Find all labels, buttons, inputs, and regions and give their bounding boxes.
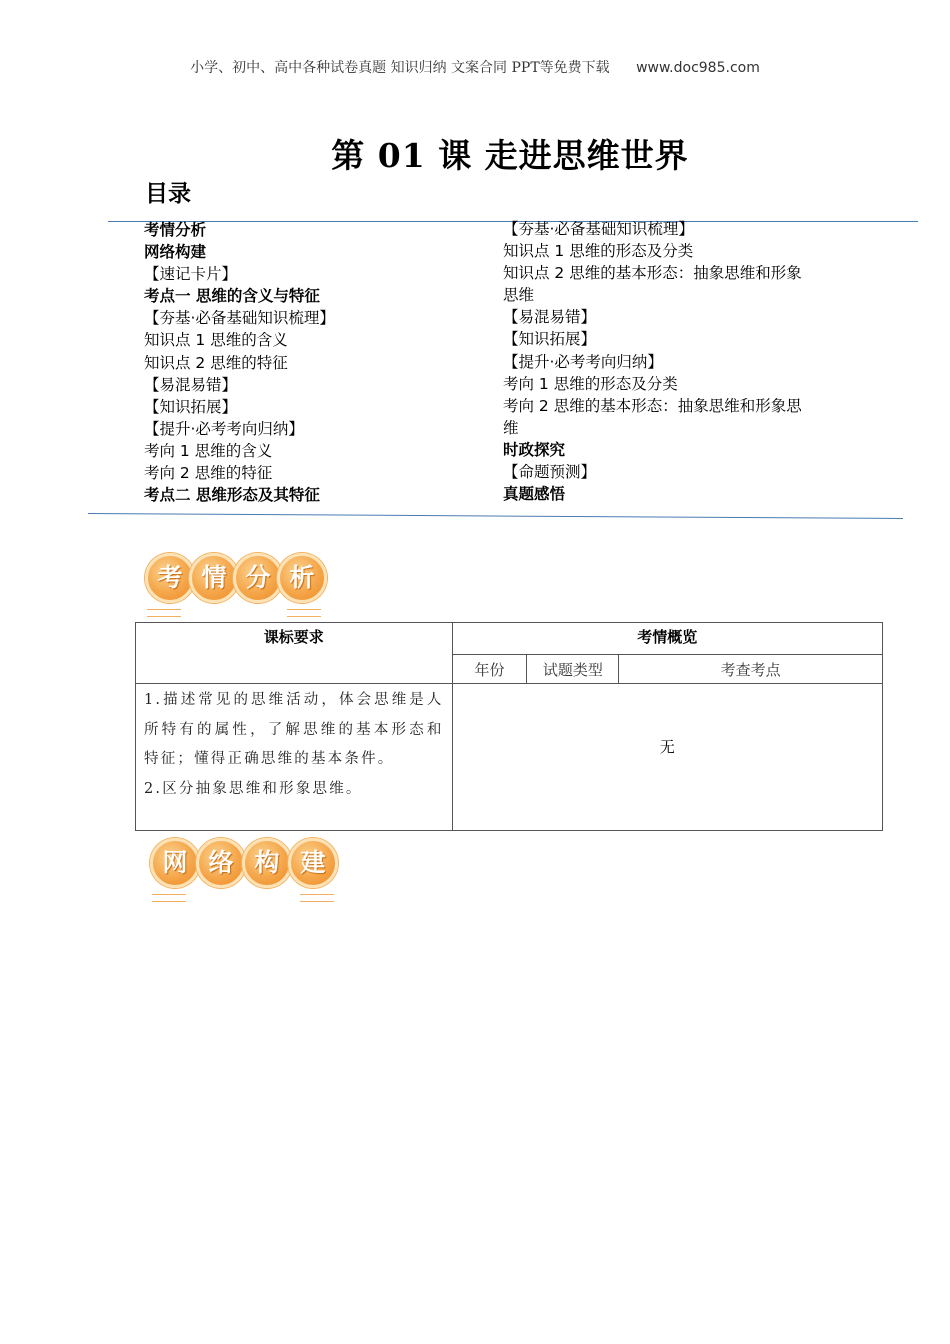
subheader-year: 年份 (452, 655, 527, 684)
toc-entry[interactable]: 考向 2 思维的基本形态：抽象思维和形象思维 (503, 396, 802, 437)
toc-entry[interactable]: 考点一 思维的含义与特征 (144, 287, 320, 306)
toc-heading: 目录 (145, 181, 191, 207)
exam-overview-table (135, 622, 883, 831)
toc-entry[interactable]: 【命题预测】 (503, 463, 597, 482)
header-overview: 考情概览 (452, 623, 882, 655)
toc-entry[interactable]: 【提升·必考考向归纳】 (503, 352, 663, 371)
subheader-question-type: 试题类型 (527, 655, 619, 684)
toc-entry[interactable]: 【夯基·必备基础知识梳理】 (144, 309, 335, 328)
badge-decoration (287, 609, 321, 617)
subheader-exam-point: 考查考点 (619, 655, 883, 684)
toc-entry[interactable]: 知识点 1 思维的含义 (144, 331, 288, 350)
badge-char: 考 (145, 553, 195, 603)
toc-entry[interactable]: 知识点 2 思维的特征 (144, 353, 288, 372)
badge-char: 络 (196, 838, 246, 888)
badge-char: 情 (189, 553, 239, 603)
page-header (0, 57, 950, 77)
toc-entry[interactable]: 考情分析 (144, 221, 207, 239)
toc-entry[interactable]: 考向 2 思维的特征 (144, 464, 273, 483)
badge-char: 分 (233, 553, 283, 603)
badge-char: 构 (242, 838, 292, 888)
toc-entry[interactable]: 知识点 2 思维的基本形态：抽象思维和形象思维 (503, 264, 802, 305)
overview-cell (452, 684, 882, 831)
page-title: 第 01 课 走进思维世界 (331, 136, 689, 175)
toc-entry[interactable]: 【夯基·必备基础知识梳理】 (503, 220, 694, 238)
toc-bottom-divider (88, 513, 903, 519)
badge-char: 网 (150, 838, 200, 888)
toc-entry[interactable]: 考点二 思维形态及其特征 (144, 486, 320, 505)
toc-left-column (144, 219, 335, 506)
toc-entry[interactable]: 网络构建 (144, 243, 207, 262)
requirement-item: 2.区分抽象思维和形象思维。 (144, 780, 363, 797)
header-text: 小学、初中、高中各种试卷真题 知识归纳 文案合同 PPT等免费下载 (190, 60, 610, 76)
header-url[interactable]: www.doc985.com (636, 60, 760, 76)
badge-char: 建 (288, 838, 338, 888)
toc-right-column (503, 218, 813, 505)
toc-entry[interactable]: 【知识拓展】 (503, 330, 597, 349)
requirement-item: 1.描述常见的思维活动，体会思维是人所特有的属性，了解思维的基本形态和特征；懂得正确思维的基本条件。 (144, 692, 444, 767)
toc-entry[interactable]: 【速记卡片】 (144, 265, 238, 284)
badge-decoration (300, 894, 334, 902)
overview-value: 无 (659, 737, 675, 756)
toc-entry[interactable]: 【易混易错】 (503, 308, 597, 327)
badge-decoration (152, 894, 186, 902)
toc-entry[interactable]: 【易混易错】 (144, 375, 238, 394)
toc-entry[interactable]: 【知识拓展】 (144, 397, 238, 416)
toc-entry[interactable]: 知识点 1 思维的形态及分类 (503, 242, 694, 261)
toc-entry[interactable]: 真题感悟 (503, 485, 566, 504)
badge-decoration (147, 609, 181, 617)
toc-entry[interactable]: 【提升·必考考向归纳】 (144, 419, 304, 438)
header-requirement: 课标要求 (136, 623, 453, 684)
toc-entry[interactable]: 考向 1 思维的含义 (144, 441, 273, 460)
section-badge-analysis (145, 553, 330, 623)
toc-entry[interactable]: 考向 1 思维的形态及分类 (503, 374, 678, 393)
badge-char: 析 (277, 553, 327, 603)
toc-entry[interactable]: 时政探究 (503, 440, 566, 459)
section-badge-network (150, 838, 345, 908)
requirement-cell (136, 684, 453, 831)
